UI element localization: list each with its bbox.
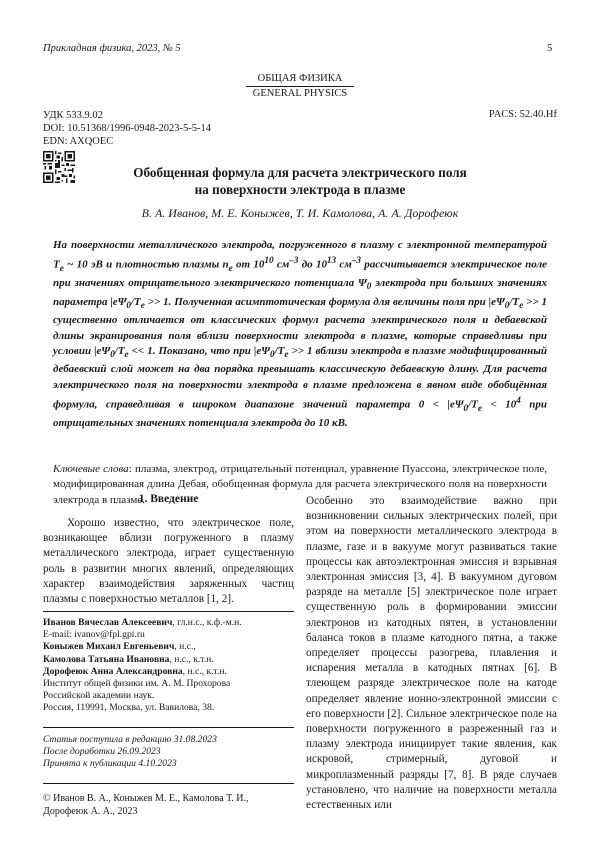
abstract-text: электрода при больших значениях параметра |eΨ	[53, 277, 547, 308]
affiliation-line	[43, 617, 294, 629]
superscript: 13	[326, 255, 337, 266]
subscript-e: e	[140, 300, 145, 311]
doi[interactable]: DOI: 10.51368/1996-0948-2023-5-5-14	[43, 123, 211, 134]
article-title	[80, 164, 520, 198]
institution-address: Россия, 119991, Москва, ул. Вавилова, 38.	[43, 702, 215, 714]
abstract-text: На поверхности металлического электрода, погруженного в плазму с электронной температурой T	[53, 239, 547, 271]
abstract-text: /T	[509, 295, 520, 308]
paragraph: Особенно это взаимодействие важно при возникновении сильных электрических полей, при этом на поверхности металлического электрода в плазме, газе и в вакууме могут развиваться такие процессы как автоэлектронная эмиссия и взрывная электронная эмиссия [3, 4]. В вакуумном дуговом разряде на металле [5] электрическое поле играет существенную роль в формировании эмиссии электронов из катодных пятен, в установлении баланса токов в плазме катодного пятна, а также определяет процессы разогрева, плавления и испарения металла в катодных пятнах [6]. В тлеющем разряде электрическое поле на катоде определяет явление ионно-электронной эмиссии с его поверхности [2]. Сильное электрическое поле на поверхности погруженного в разреженный газ и плазму электрода инициирует такие явления, как искровой, стримерный, дуговой и микроплазменный разряды [7, 8]. В ряде случаев установлено, что наличие на поверхности металла естественных или	[306, 495, 557, 812]
subscript-e: e	[477, 402, 482, 413]
superscript: –3	[289, 255, 299, 266]
abstract-text: от 10	[232, 258, 265, 271]
author-email[interactable]: E-mail: ivanov@fpl.gpi.ru	[43, 629, 145, 641]
subscript-0: 0	[110, 349, 115, 360]
subscript-e: e	[59, 263, 64, 274]
subscript-e: e	[124, 349, 129, 360]
qr-code-icon[interactable]	[43, 151, 75, 183]
abstract-text: до 10	[298, 258, 327, 271]
body-column-left	[43, 516, 294, 607]
article-identifiers	[43, 109, 211, 148]
author-degree: , гл.н.с., к.ф.-м.н.	[172, 617, 242, 628]
footnote-divider	[43, 783, 294, 784]
footnote-divider	[43, 727, 294, 728]
udk-code: УДК 533.9.02	[43, 110, 103, 121]
section-name-en: GENERAL PHYSICS	[252, 88, 348, 99]
abstract-text: >> 1 вблизи электрода в плазме модифицированный дебаевский слой может на два порядка превышать классическую дебаевскую длину. Для расчета электрического поля на поверхности электрода в плазме предложена в явном виде обобщённая формула, справедливая в широком диапазоне значений параметра 0 < |eΨ	[53, 345, 547, 411]
abstract-text: см	[336, 258, 352, 271]
abstract-text: /T	[274, 345, 285, 357]
author-name: Камолова Татьяна Ивановна	[43, 653, 170, 665]
subscript-0: 0	[366, 281, 372, 292]
body-column-right	[306, 494, 557, 813]
copyright-notice: © Иванов В. А., Коныжев М. Е., Камолова Т. И., Дорофеюк А. А., 2023	[43, 793, 249, 817]
superscript: 4	[516, 395, 521, 406]
author-degree: , н.с., к.т.н.	[169, 653, 214, 665]
affiliation-line	[43, 666, 294, 678]
abstract-text: /T	[114, 345, 125, 357]
edn: EDN: AXQOEC	[43, 136, 114, 147]
author-affiliations	[43, 617, 294, 715]
author-degree: , н.с.,	[174, 641, 196, 653]
author-name: Иванов Вячеслав Алексеевич	[43, 617, 173, 628]
affiliation-line	[43, 654, 294, 666]
subscript-e: e	[284, 349, 289, 360]
section-name-ru: ОБЩАЯ ФИЗИКА	[257, 73, 343, 84]
subscript-e: e	[228, 263, 233, 274]
article-title-line2: на поверхности электрода в плазме	[194, 182, 406, 197]
page-number: 5	[547, 43, 553, 54]
keywords-text: : плазма, электрод, отрицательный потенциал, уравнение Пуассона, электрическое поле, модифицированная длина Дебая, обобщенная формула для расчета электрического поля на поверхности электрода в плазме.	[53, 463, 547, 506]
abstract-text: << 1. Показано, что при |eΨ	[128, 345, 271, 357]
superscript: –3	[351, 255, 361, 266]
date-received: Статья поступила в редакцию 31.08.2023	[43, 734, 217, 745]
subscript-e: e	[519, 300, 524, 311]
abstract-text: рассчитывается электрическое поле при значениях отрицательного электрического потенциала Ψ	[53, 258, 547, 290]
abstract-text: /T	[131, 295, 141, 308]
abstract-text: >> 1 существенно отличается от классических формул расчета электрического поля и дебаевской длины экранирования поля вблизи поверхности электрода в плазме, которые справедливы при условии |eΨ	[53, 295, 547, 357]
article-dates	[43, 734, 294, 770]
superscript: 10	[264, 255, 274, 266]
abstract-text: при отрицательных значениях потенциала электрода до 10 кВ.	[53, 398, 547, 430]
footnote-divider	[43, 611, 294, 612]
section-title-introduction: 1. Введение	[138, 493, 199, 505]
abstract	[53, 238, 547, 432]
date-accepted: Принята к публикации 4.10.2023	[43, 758, 177, 769]
affiliation-line	[43, 641, 294, 653]
subscript-0: 0	[504, 300, 510, 311]
section-heading	[0, 73, 600, 100]
abstract-text: см	[273, 258, 290, 271]
abstract-text: >> 1. Полученная асимптотическая формула для величины поля при |eΨ	[144, 295, 505, 308]
subscript-0: 0	[270, 349, 275, 360]
subscript-0: 0	[126, 300, 131, 311]
abstract-text: < 10	[481, 398, 517, 411]
institution: Институт общей физики им. А. М. Прохорова	[43, 678, 231, 690]
abstract-text: ~ 10 эВ и плотностью плазмы n	[63, 258, 229, 271]
article-title-line1: Обобщенная формула для расчета электрического поля	[133, 165, 467, 180]
author-name: Коныжев Михаил Евгеньевич	[43, 641, 175, 653]
pacs-code: PACS: 52.40.Hf	[488, 109, 557, 120]
author-degree: , н.с., к.т.н.	[182, 665, 227, 677]
author-name: Дорофеюк Анна Александровна	[43, 665, 183, 677]
abstract-text: /T	[468, 398, 478, 411]
keywords-label: Ключевые слова	[53, 463, 129, 475]
institution: Российской академии наук.	[43, 690, 155, 702]
subscript-0: 0	[463, 402, 469, 413]
date-revised: После доработки 26.09.2023	[43, 746, 161, 757]
paragraph: Хорошо известно, что электрическое поле, возникающее вблизи погруженного в плазму металлического электрода, играет существенную роль в развитии многих явлений, определяющих характер взаимодействия заряженных частиц плазмы с поверхностью металлов [1, 2].	[43, 517, 294, 606]
journal-running-header: Прикладная физика, 2023, № 5	[43, 43, 181, 54]
section-divider	[246, 86, 354, 87]
author-list: В. А. Иванов, М. Е. Коныжев, Т. И. Камолова, А. А. Дорофеюк	[141, 206, 459, 220]
